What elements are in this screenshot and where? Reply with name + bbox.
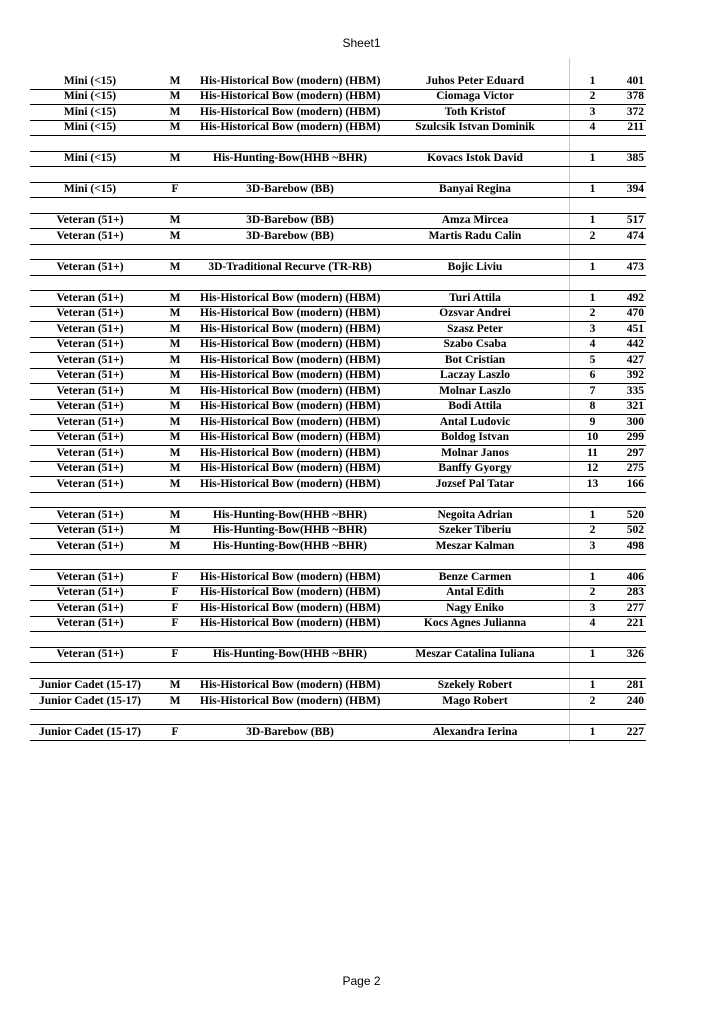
bow-class-cell: His-Historical Bow (modern) (HBM) <box>200 105 381 118</box>
gender-cell: F <box>171 586 179 598</box>
gender-cell: F <box>171 601 179 614</box>
gender-cell: M <box>169 338 181 350</box>
rank-cell: 3 <box>589 539 596 552</box>
table-row <box>30 229 646 245</box>
age-category-cell: Veteran (51+) <box>56 601 124 614</box>
score-cell: 300 <box>626 415 644 428</box>
age-category-cell: Veteran (51+) <box>56 384 124 397</box>
table-row <box>30 384 646 400</box>
gender-cell: M <box>169 152 181 164</box>
spacer-row <box>30 198 646 214</box>
rank-cell: 1 <box>589 508 596 521</box>
rank-cell: 1 <box>589 725 596 738</box>
archer-name-cell: Molnar Laszlo <box>439 384 511 397</box>
gender-cell: M <box>169 74 181 87</box>
age-category-cell: Veteran (51+) <box>56 307 124 319</box>
archer-name-cell: Boldog Istvan <box>440 431 510 443</box>
gender-cell: M <box>169 524 181 536</box>
archer-name-cell: Laczay Laszlo <box>440 369 510 381</box>
gender-cell: F <box>171 183 179 195</box>
gender-cell: M <box>169 229 181 242</box>
gender-cell: M <box>169 307 181 319</box>
score-cell: 470 <box>626 307 644 319</box>
gender-cell: M <box>169 431 181 443</box>
archer-name-cell: Kocs Agnes Julianna <box>423 617 527 629</box>
archer-name-cell: Martis Radu Calin <box>428 229 522 242</box>
age-category-cell: Veteran (51+) <box>56 524 124 536</box>
table-row <box>30 105 646 121</box>
archer-name-cell: Szulcsik Istvan Dominik <box>415 121 535 133</box>
rank-cell: 12 <box>586 462 599 474</box>
archer-name-cell: Nagy Eniko <box>446 601 504 614</box>
bow-class-cell: His-Historical Bow (modern) (HBM) <box>200 431 381 443</box>
score-cell: 299 <box>626 431 644 443</box>
gender-cell: M <box>169 679 181 691</box>
score-cell: 275 <box>626 462 644 474</box>
rank-cell: 6 <box>589 369 596 381</box>
archer-name-cell: Juhos Peter Eduard <box>425 74 525 87</box>
gender-cell: M <box>169 477 181 490</box>
bow-class-cell: His-Historical Bow (modern) (HBM) <box>200 415 381 428</box>
age-category-cell: Mini (<15) <box>63 105 117 118</box>
score-cell: 520 <box>626 508 644 521</box>
archer-name-cell: Meszar Catalina Iuliana <box>415 648 535 660</box>
gender-cell: M <box>169 291 181 304</box>
rank-cell: 4 <box>589 121 596 133</box>
bow-class-cell: His-Historical Bow (modern) (HBM) <box>200 694 381 707</box>
table-row <box>30 353 646 369</box>
score-cell: 281 <box>626 679 644 691</box>
archer-name-cell: Bojic Liviu <box>447 260 503 273</box>
score-cell: 372 <box>626 105 644 118</box>
table-row <box>30 617 646 633</box>
bow-class-cell: His-Hunting-Bow(HHB ~BHR) <box>213 524 367 536</box>
score-cell: 492 <box>626 291 644 304</box>
archer-name-cell: Szasz Peter <box>447 322 503 335</box>
rank-cell: 2 <box>589 229 596 242</box>
spacer-row <box>30 276 646 292</box>
table-row <box>30 477 646 493</box>
rank-cell: 2 <box>589 524 596 536</box>
archer-name-cell: Negoita Adrian <box>437 508 513 521</box>
table-row <box>30 338 646 354</box>
score-cell: 297 <box>626 446 644 459</box>
bow-class-cell: 3D-Traditional Recurve (TR-RB) <box>208 260 372 273</box>
age-category-cell: Veteran (51+) <box>56 462 124 474</box>
table-row <box>30 586 646 602</box>
spacer-row <box>30 493 646 509</box>
score-cell: 406 <box>626 570 644 583</box>
gender-cell: M <box>169 121 181 133</box>
age-category-cell: Veteran (51+) <box>56 291 124 304</box>
age-category-cell: Mini (<15) <box>63 183 117 195</box>
bow-class-cell: 3D-Barebow (BB) <box>246 214 334 226</box>
bow-class-cell: His-Historical Bow (modern) (HBM) <box>200 400 381 412</box>
bow-class-cell: His-Hunting-Bow(HHB ~BHR) <box>213 152 367 164</box>
archer-name-cell: Antal Edith <box>446 586 504 598</box>
age-category-cell: Junior Cadet (15-17) <box>38 725 141 738</box>
gender-cell: M <box>169 214 181 226</box>
archer-name-cell: Banyai Regina <box>439 183 511 195</box>
rank-cell: 5 <box>589 353 596 366</box>
bow-class-cell: His-Historical Bow (modern) (HBM) <box>200 74 381 87</box>
age-category-cell: Veteran (51+) <box>56 400 124 412</box>
archer-name-cell: Turi Attila <box>449 291 501 304</box>
bow-class-cell: His-Historical Bow (modern) (HBM) <box>200 338 381 350</box>
score-cell: 502 <box>626 524 644 536</box>
score-cell: 321 <box>626 400 644 412</box>
rank-cell: 2 <box>589 307 596 319</box>
bow-class-cell: His-Hunting-Bow(HHB ~BHR) <box>213 508 367 521</box>
score-cell: 221 <box>626 617 644 629</box>
table-row <box>30 679 646 695</box>
score-cell: 392 <box>626 369 644 381</box>
age-category-cell: Junior Cadet (15-17) <box>38 679 141 691</box>
age-category-cell: Veteran (51+) <box>56 369 124 381</box>
score-cell: 277 <box>626 601 644 614</box>
gender-cell: M <box>169 322 181 335</box>
archer-name-cell: Meszar Kalman <box>435 539 515 552</box>
bow-class-cell: His-Historical Bow (modern) (HBM) <box>200 90 381 102</box>
age-category-cell: Veteran (51+) <box>56 446 124 459</box>
score-cell: 442 <box>626 338 644 350</box>
gender-cell: M <box>169 539 181 552</box>
score-cell: 427 <box>626 353 644 366</box>
bow-class-cell: His-Historical Bow (modern) (HBM) <box>200 384 381 397</box>
table-row <box>30 648 646 664</box>
age-category-cell: Veteran (51+) <box>56 353 124 366</box>
score-cell: 474 <box>626 229 644 242</box>
gender-cell: F <box>171 725 179 738</box>
rank-cell: 2 <box>589 586 596 598</box>
bow-class-cell: 3D-Barebow (BB) <box>246 183 334 195</box>
bow-class-cell: His-Historical Bow (modern) (HBM) <box>200 353 381 366</box>
age-category-cell: Veteran (51+) <box>56 477 124 490</box>
archer-name-cell: Banffy Gyorgy <box>438 462 512 474</box>
table-row <box>30 214 646 230</box>
archer-name-cell: Bot Cristian <box>444 353 506 366</box>
spacer-row <box>30 555 646 571</box>
gender-cell: M <box>169 400 181 412</box>
rank-cell: 1 <box>589 648 596 660</box>
table-row <box>30 152 646 168</box>
age-category-cell: Mini (<15) <box>63 90 117 102</box>
rank-cell: 3 <box>589 322 596 335</box>
rank-cell: 1 <box>589 260 596 273</box>
bow-class-cell: His-Historical Bow (modern) (HBM) <box>200 446 381 459</box>
gender-cell: M <box>169 90 181 102</box>
table-row <box>30 415 646 431</box>
score-cell: 335 <box>626 384 644 397</box>
gender-cell: M <box>169 446 181 459</box>
rank-cell: 4 <box>589 338 596 350</box>
spacer-row <box>30 663 646 679</box>
score-cell: 473 <box>626 260 644 273</box>
table-row <box>30 400 646 416</box>
gender-cell: M <box>169 105 181 118</box>
rank-cell: 1 <box>589 183 596 195</box>
table-row <box>30 307 646 323</box>
rank-cell: 1 <box>589 74 596 87</box>
age-category-cell: Mini (<15) <box>63 74 117 87</box>
table-row <box>30 431 646 447</box>
gender-cell: M <box>169 369 181 381</box>
score-cell: 166 <box>626 477 644 490</box>
score-cell: 378 <box>626 90 644 102</box>
archer-name-cell: Ciomaga Victor <box>436 90 514 102</box>
rank-cell: 7 <box>589 384 596 397</box>
page-number: Page 2 <box>342 974 381 988</box>
rank-cell: 1 <box>589 291 596 304</box>
table-row <box>30 74 646 90</box>
score-cell: 283 <box>626 586 644 598</box>
table-row <box>30 462 646 478</box>
archer-name-cell: Kovacs Istok David <box>427 152 523 164</box>
archer-name-cell: Szekely Robert <box>437 679 513 691</box>
gender-cell: F <box>171 648 179 660</box>
archer-name-cell: Alexandra Ierina <box>432 725 518 738</box>
archer-name-cell: Jozsef Pal Tatar <box>435 477 515 490</box>
archer-name-cell: Toth Kristof <box>444 105 506 118</box>
table-row <box>30 539 646 555</box>
bow-class-cell: His-Historical Bow (modern) (HBM) <box>200 307 381 319</box>
bow-class-cell: His-Historical Bow (modern) (HBM) <box>200 462 381 474</box>
bow-class-cell: His-Historical Bow (modern) (HBM) <box>200 679 381 691</box>
rank-cell: 1 <box>589 152 596 164</box>
rank-cell: 4 <box>589 617 596 629</box>
archer-name-cell: Antal Ludovic <box>439 415 511 428</box>
table-row <box>30 524 646 540</box>
rank-cell: 9 <box>589 415 596 428</box>
age-category-cell: Veteran (51+) <box>56 648 124 660</box>
bow-class-cell: His-Historical Bow (modern) (HBM) <box>200 570 381 583</box>
spacer-row <box>30 710 646 726</box>
rank-cell: 1 <box>589 679 596 691</box>
archer-name-cell: Szeker Tiberiu <box>438 524 512 536</box>
archer-name-cell: Molnar Janos <box>441 446 509 459</box>
bow-class-cell: His-Historical Bow (modern) (HBM) <box>200 121 381 133</box>
table-row <box>30 322 646 338</box>
table-row <box>30 260 646 276</box>
archer-name-cell: Szabo Csaba <box>443 338 507 350</box>
age-category-cell: Veteran (51+) <box>56 214 124 226</box>
gender-cell: M <box>169 462 181 474</box>
bow-class-cell: His-Historical Bow (modern) (HBM) <box>200 586 381 598</box>
table-row <box>30 183 646 199</box>
table-row <box>30 508 646 524</box>
bow-class-cell: His-Historical Bow (modern) (HBM) <box>200 601 381 614</box>
age-category-cell: Junior Cadet (15-17) <box>38 694 141 707</box>
score-cell: 498 <box>626 539 644 552</box>
archer-name-cell: Bodi Attila <box>448 400 502 412</box>
archer-name-cell: Benze Carmen <box>438 570 512 583</box>
rank-cell: 13 <box>586 477 599 490</box>
score-cell: 227 <box>626 725 644 738</box>
bow-class-cell: 3D-Barebow (BB) <box>246 229 334 242</box>
spacer-row <box>30 136 646 152</box>
gender-cell: F <box>171 617 179 629</box>
gender-cell: M <box>169 353 181 366</box>
score-cell: 211 <box>627 121 644 133</box>
age-category-cell: Veteran (51+) <box>56 617 124 629</box>
gender-cell: F <box>171 570 179 583</box>
age-category-cell: Veteran (51+) <box>56 229 124 242</box>
age-category-cell: Veteran (51+) <box>56 431 124 443</box>
score-cell: 240 <box>626 694 644 707</box>
age-category-cell: Veteran (51+) <box>56 338 124 350</box>
age-category-cell: Mini (<15) <box>63 152 117 164</box>
rank-cell: 2 <box>589 694 596 707</box>
age-category-cell: Mini (<15) <box>63 121 117 133</box>
bow-class-cell: His-Historical Bow (modern) (HBM) <box>200 291 381 304</box>
rank-cell: 1 <box>589 214 596 226</box>
bow-class-cell: 3D-Barebow (BB) <box>246 725 334 738</box>
table-row <box>30 291 646 307</box>
rank-cell: 3 <box>589 601 596 614</box>
score-cell: 451 <box>626 322 644 335</box>
score-cell: 401 <box>626 74 644 87</box>
table-row <box>30 570 646 586</box>
archer-name-cell: Amza Mircea <box>441 214 509 226</box>
rank-cell: 2 <box>589 90 596 102</box>
score-cell: 385 <box>626 152 644 164</box>
score-cell: 517 <box>626 214 644 226</box>
age-category-cell: Veteran (51+) <box>56 415 124 428</box>
rank-cell: 11 <box>587 446 598 459</box>
bow-class-cell: His-Historical Bow (modern) (HBM) <box>200 322 381 335</box>
bow-class-cell: His-Historical Bow (modern) (HBM) <box>200 617 381 629</box>
spacer-row <box>30 632 646 648</box>
gender-cell: M <box>169 384 181 397</box>
rank-cell: 10 <box>586 431 599 443</box>
rank-cell: 3 <box>589 105 596 118</box>
table-row <box>30 601 646 617</box>
table-row <box>30 121 646 137</box>
table-row <box>30 90 646 106</box>
age-category-cell: Veteran (51+) <box>56 322 124 335</box>
age-category-cell: Veteran (51+) <box>56 586 124 598</box>
age-category-cell: Veteran (51+) <box>56 570 124 583</box>
gender-cell: M <box>169 260 181 273</box>
sheet-title: Sheet1 <box>342 36 381 50</box>
score-cell: 394 <box>626 183 644 195</box>
gender-cell: M <box>169 415 181 428</box>
spacer-row <box>30 245 646 261</box>
bow-class-cell: His-Hunting-Bow(HHB ~BHR) <box>213 648 367 660</box>
table-row <box>30 369 646 385</box>
table-row <box>30 694 646 710</box>
gender-cell: M <box>169 508 181 521</box>
gender-cell: M <box>169 694 181 707</box>
rank-cell: 8 <box>589 400 596 412</box>
spacer-row <box>30 167 646 183</box>
score-cell: 326 <box>626 648 644 660</box>
age-category-cell: Veteran (51+) <box>56 508 124 521</box>
bow-class-cell: His-Hunting-Bow(HHB ~BHR) <box>213 539 367 552</box>
table-row <box>30 725 646 741</box>
bow-class-cell: His-Historical Bow (modern) (HBM) <box>200 369 381 381</box>
rank-cell: 1 <box>589 570 596 583</box>
archer-name-cell: Mago Robert <box>442 694 508 707</box>
age-category-cell: Veteran (51+) <box>56 260 124 273</box>
age-category-cell: Veteran (51+) <box>56 539 124 552</box>
bow-class-cell: His-Historical Bow (modern) (HBM) <box>200 477 381 490</box>
archer-name-cell: Ozsvar Andrei <box>439 307 511 319</box>
results-table <box>30 74 646 741</box>
table-row <box>30 446 646 462</box>
